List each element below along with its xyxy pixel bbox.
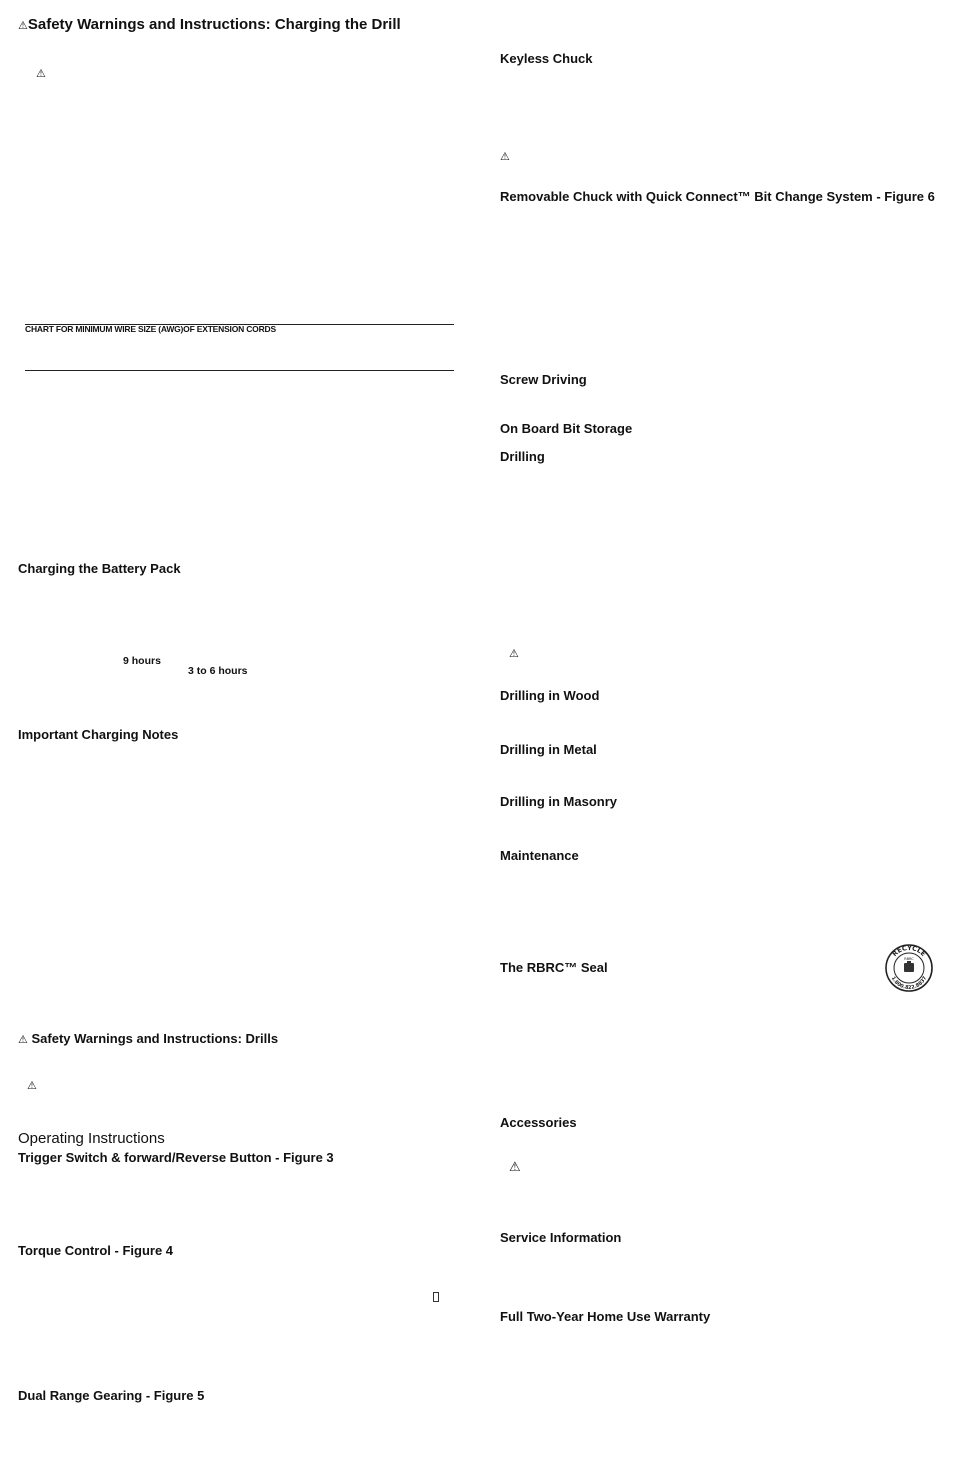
screw-driving-heading: Screw Driving bbox=[500, 372, 587, 387]
drilling-wood-heading: Drilling in Wood bbox=[500, 688, 600, 703]
accessories-heading: Accessories bbox=[500, 1115, 577, 1130]
missing-glyph-box bbox=[433, 1292, 439, 1302]
bit-storage-heading: On Board Bit Storage bbox=[500, 421, 633, 436]
main-heading bbox=[18, 16, 401, 33]
important-charging-notes-heading: Important Charging Notes bbox=[18, 727, 179, 742]
rbrc-recycle-seal-logo bbox=[884, 944, 934, 992]
drilling-heading: Drilling bbox=[500, 449, 545, 464]
warranty-heading: Full Two-Year Home Use Warranty bbox=[500, 1309, 711, 1324]
warning-icon: ⚠ bbox=[509, 647, 519, 660]
drilling-metal-heading: Drilling in Metal bbox=[500, 742, 597, 757]
drilling-masonry-heading: Drilling in Masonry bbox=[500, 794, 618, 809]
warning-icon: ⚠ bbox=[18, 1033, 28, 1046]
drills-safety-heading-text: Safety Warnings and Instructions: Drills bbox=[31, 1031, 279, 1046]
rbrc-seal-heading: The RBRC™ Seal bbox=[500, 960, 608, 975]
removable-chuck-heading: Removable Chuck with Quick Connect™ Bit Change System - Figure 6 bbox=[500, 189, 935, 204]
warning-icon: ⚠ bbox=[500, 150, 510, 163]
service-information-heading: Service Information bbox=[500, 1230, 622, 1245]
svg-text:1.800.822.8837: 1.800.822.8837 bbox=[889, 975, 929, 992]
operating-instructions-heading: Operating Instructions bbox=[18, 1130, 165, 1147]
trigger-switch-heading: Trigger Switch & forward/Reverse Button - Figure 3 bbox=[18, 1150, 334, 1165]
main-heading-text: Safety Warnings and Instructions: Charging the Drill bbox=[27, 16, 401, 33]
warning-icon: ⚠ bbox=[27, 1079, 37, 1092]
svg-text:RBRC: RBRC bbox=[904, 957, 914, 961]
warning-icon: ⚠ bbox=[36, 67, 46, 80]
maintenance-heading: Maintenance bbox=[500, 848, 579, 863]
chart-bottom-rule bbox=[25, 370, 454, 371]
charging-battery-pack-heading: Charging the Battery Pack bbox=[18, 561, 181, 576]
keyless-chuck-heading: Keyless Chuck bbox=[500, 51, 593, 66]
dual-range-gearing-heading: Dual Range Gearing - Figure 5 bbox=[18, 1388, 205, 1403]
drills-safety-heading bbox=[18, 1031, 278, 1046]
charge-time-range: 3 to 6 hours bbox=[188, 665, 248, 677]
charge-time-full: 9 hours bbox=[123, 655, 161, 667]
torque-control-heading: Torque Control - Figure 4 bbox=[18, 1243, 174, 1258]
extension-cord-chart-title: CHART FOR MINIMUM WIRE SIZE (AWG)OF EXTENSION CORDS bbox=[25, 324, 276, 334]
warning-icon: ⚠ bbox=[509, 1160, 521, 1175]
warning-icon: ⚠ bbox=[18, 19, 28, 32]
svg-text:RECYCLE: RECYCLE bbox=[890, 944, 928, 959]
